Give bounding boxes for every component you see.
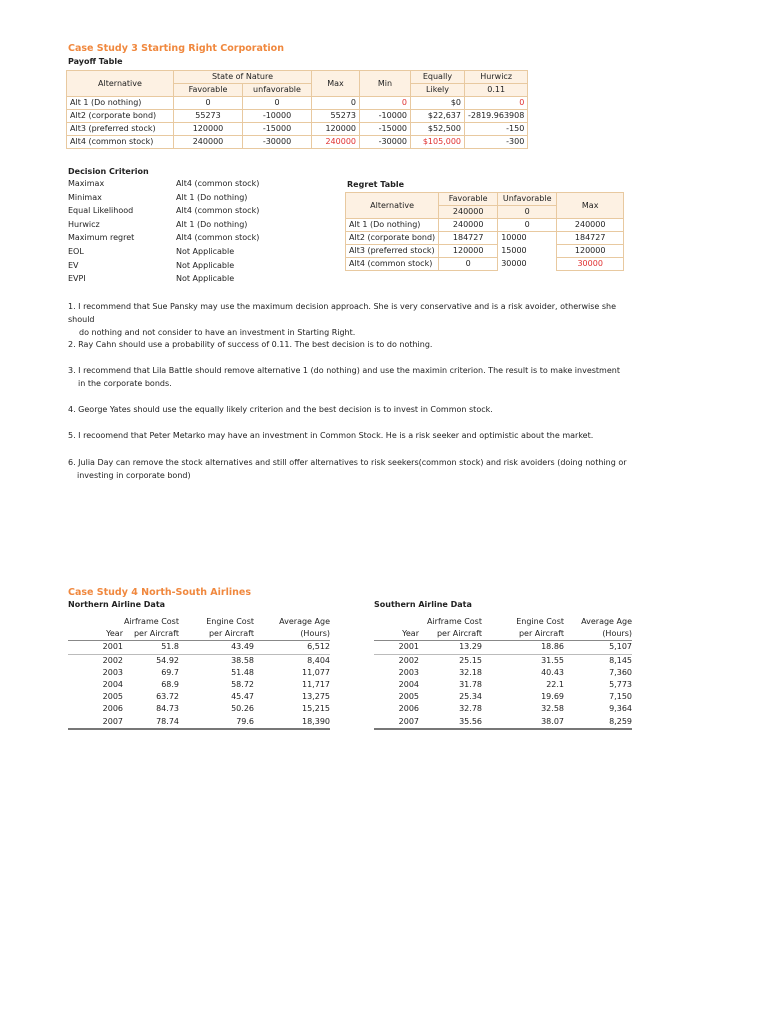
cell-age: 11,077 <box>302 667 330 677</box>
cell-hur: 0 <box>465 97 528 110</box>
cell-age: 8,259 <box>564 716 632 729</box>
criterion-value: Alt 1 (Do nothing) <box>176 219 248 229</box>
cell-engine: 19.69 <box>541 692 564 702</box>
cell-airframe: 78.74 <box>123 716 179 729</box>
criterion-value: Not Applicable <box>176 246 235 256</box>
southern-airline-table <box>374 616 632 730</box>
recommendation-1 <box>68 300 628 339</box>
cell-age: 6,512 <box>254 641 330 654</box>
cell-hur: -150 <box>465 123 528 136</box>
cell-eq: $105,000 <box>411 136 465 149</box>
cell-age: 8,145 <box>609 655 632 665</box>
table-row <box>374 716 632 729</box>
cell-min: -15000 <box>360 123 411 136</box>
cell-eq: $22,637 <box>411 110 465 123</box>
table-row <box>374 641 632 654</box>
criterion-name: Minimax <box>68 192 102 202</box>
payoff-header-favorable: Favorable <box>174 84 243 97</box>
cell-age: 11,717 <box>302 680 330 690</box>
cell-age: 8,404 <box>307 655 330 665</box>
cell-unfav: -10000 <box>243 110 312 123</box>
header-engine-sub: per Aircraft <box>482 628 564 641</box>
regret-header-alternative: Alternative <box>346 193 439 219</box>
header-year: Year <box>68 628 123 641</box>
cell-engine: 45.47 <box>231 692 254 702</box>
northern-airline-table <box>68 616 330 730</box>
list-item <box>68 218 259 232</box>
regret-header-unfav-val: 0 <box>498 206 557 219</box>
table-row <box>67 136 528 149</box>
cell-min: -10000 <box>360 110 411 123</box>
cell-max: 240000 <box>312 136 360 149</box>
cell-engine: 38.58 <box>231 655 254 665</box>
cell-airframe: 69.7 <box>161 667 179 677</box>
cell-max: 0 <box>312 97 360 110</box>
cell-age: 18,390 <box>254 716 330 729</box>
cell-age: 5,107 <box>564 641 632 654</box>
cell-alt: Alt3 (preferred stock) <box>67 123 174 136</box>
paragraph-line: do nothing and not consider to have an investment in Starting Right. <box>79 328 356 337</box>
cell-year: 2003 <box>102 667 123 677</box>
header-engine-sub: per Aircraft <box>179 628 254 641</box>
regret-table <box>345 192 624 271</box>
payoff-header-alpha: 0.11 <box>465 84 528 97</box>
cell-airframe: 68.9 <box>161 680 179 690</box>
cell-eq: $0 <box>411 97 465 110</box>
paragraph-line: investing in corporate bond) <box>77 471 191 480</box>
cell-engine: 58.72 <box>231 680 254 690</box>
cell-engine: 51.48 <box>231 667 254 677</box>
table-row <box>374 654 632 667</box>
payoff-header-likely: Likely <box>411 84 465 97</box>
cell-airframe: 51.8 <box>123 641 179 654</box>
paragraph-line: 2. Ray Cahn should use a probability of success of 0.11. The best decision is to do nothing. <box>68 340 433 349</box>
cell-hur: -300 <box>465 136 528 149</box>
table-row <box>68 641 330 654</box>
list-item <box>68 177 259 191</box>
table-row <box>374 703 632 715</box>
table-row <box>374 667 632 679</box>
table-row <box>68 716 330 729</box>
cell-alt: Alt4 (common stock) <box>346 258 439 271</box>
cell-fav: 120000 <box>439 245 498 258</box>
cell-age: 7,150 <box>609 692 632 702</box>
cell-unfav: 15000 <box>501 246 527 255</box>
cell-year: 2006 <box>102 704 123 714</box>
regret-table-title: Regret Table <box>347 180 405 189</box>
regret-header-favorable: Favorable <box>439 193 498 206</box>
cell-unfav: 0 <box>498 219 557 232</box>
table-row <box>67 123 528 136</box>
payoff-header-alternative: Alternative <box>67 71 174 97</box>
list-item <box>68 259 259 273</box>
list-item <box>68 272 259 286</box>
cell-unfav: 0 <box>243 97 312 110</box>
table-row <box>374 679 632 691</box>
cell-airframe: 84.73 <box>156 704 179 714</box>
cell-age: 15,215 <box>302 704 330 714</box>
payoff-header-hurwicz: Hurwicz <box>465 71 528 84</box>
cell-engine: 18.86 <box>482 641 564 654</box>
criterion-name: EV <box>68 260 79 270</box>
cell-age: 9,364 <box>609 704 632 714</box>
list-item <box>68 204 259 218</box>
paragraph-line: 1. I recommend that Sue Pansky may use the maximum decision approach. She is very conservative and is a risk avoider, otherwise she should <box>68 302 617 324</box>
recommendation-5 <box>68 429 628 442</box>
criterion-value: Not Applicable <box>176 260 235 270</box>
cell-fav: 184727 <box>439 232 498 245</box>
paragraph-line: in the corporate bonds. <box>78 379 172 388</box>
header-engine: Engine Cost <box>516 617 564 626</box>
header-age-sub: (Hours) <box>254 628 330 641</box>
cell-year: 2004 <box>398 680 419 690</box>
cs3-title: Case Study 3 Starting Right Corporation <box>68 43 284 54</box>
cell-year: 2005 <box>398 692 419 702</box>
payoff-header-unfavorable: unfavorable <box>243 84 312 97</box>
recommendation-6 <box>68 456 628 482</box>
header-age: Average Age <box>581 617 632 626</box>
cell-year: 2006 <box>398 704 419 714</box>
decision-criterion-list <box>68 177 259 286</box>
cell-age: 7,360 <box>609 667 632 677</box>
cell-alt: Alt 1 (Do nothing) <box>346 219 439 232</box>
regret-header-max: Max <box>557 193 624 219</box>
cell-hur: -2819.963908 <box>465 110 528 123</box>
northern-title: Northern Airline Data <box>68 600 166 609</box>
cell-fav: 240000 <box>174 136 243 149</box>
cell-airframe: 32.78 <box>459 704 482 714</box>
paragraph-line: 5. I recoomend that Peter Metarko may have an investment in Common Stock. He is a risk seeker and optimistic about the market. <box>68 431 594 440</box>
recommendation-3 <box>68 364 628 390</box>
cell-alt: Alt4 (common stock) <box>67 136 174 149</box>
cell-fav: 55273 <box>174 110 243 123</box>
cell-max: 120000 <box>312 123 360 136</box>
paragraph-line: 4. George Yates should use the equally likely criterion and the best decision is to invest in Common stock. <box>68 405 493 414</box>
cell-min: -30000 <box>360 136 411 149</box>
criterion-name: Hurwicz <box>68 219 100 229</box>
cs4-title: Case Study 4 North-South Airlines <box>68 587 251 598</box>
criterion-value: Not Applicable <box>176 274 235 284</box>
table-row <box>68 691 330 703</box>
criterion-name: Maximum regret <box>68 233 135 243</box>
payoff-table <box>66 70 528 149</box>
cell-unfav: -15000 <box>243 123 312 136</box>
cell-airframe: 25.15 <box>459 655 482 665</box>
table-row <box>346 245 624 258</box>
recommendation-2 <box>68 338 628 351</box>
cell-engine: 50.26 <box>231 704 254 714</box>
list-item <box>68 191 259 205</box>
header-airframe: Airframe Cost <box>426 617 482 626</box>
header-year: Year <box>374 628 419 641</box>
cell-max: 120000 <box>557 245 624 258</box>
payoff-table-title: Payoff Table <box>68 57 123 66</box>
criterion-name: EOL <box>68 246 84 256</box>
table-row <box>346 258 624 271</box>
regret-header-fav-val: 240000 <box>439 206 498 219</box>
decision-criterion-title: Decision Criterion <box>68 167 149 176</box>
cell-airframe: 32.18 <box>459 667 482 677</box>
criterion-name: Equal Likelihood <box>68 206 134 216</box>
header-age: Average Age <box>279 617 330 626</box>
cell-engine: 22.1 <box>546 680 564 690</box>
table-row <box>346 219 624 232</box>
cell-eq: $52,500 <box>411 123 465 136</box>
cell-year: 2001 <box>68 641 123 654</box>
cell-min: 0 <box>360 97 411 110</box>
cell-year: 2003 <box>398 667 419 677</box>
cell-year: 2001 <box>374 641 419 654</box>
criterion-name: EVPI <box>68 274 86 284</box>
cell-airframe: 63.72 <box>156 692 179 702</box>
cell-engine: 40.43 <box>541 667 564 677</box>
cell-year: 2002 <box>102 655 123 665</box>
recommendation-4 <box>68 403 628 416</box>
cell-engine: 79.6 <box>179 716 254 729</box>
cell-airframe: 25.34 <box>459 692 482 702</box>
cell-unfav: 30000 <box>501 259 527 268</box>
criterion-value: Alt4 (common stock) <box>176 179 260 188</box>
cell-alt: Alt 1 (Do nothing) <box>67 97 174 110</box>
cell-airframe: 54.92 <box>156 655 179 665</box>
payoff-header-equally: Equally <box>411 71 465 84</box>
payoff-header-max: Max <box>312 71 360 97</box>
cell-engine: 43.49 <box>179 641 254 654</box>
cell-year: 2007 <box>374 716 419 729</box>
cell-max: 240000 <box>557 219 624 232</box>
header-engine: Engine Cost <box>206 617 254 626</box>
list-item <box>68 231 259 245</box>
criterion-value: Alt4 (common stock) <box>176 233 260 243</box>
header-age-sub: (Hours) <box>564 628 632 641</box>
cell-fav: 120000 <box>174 123 243 136</box>
table-row <box>67 97 528 110</box>
cell-alt: Alt2 (corporate bond) <box>67 110 174 123</box>
cell-year: 2002 <box>398 655 419 665</box>
paragraph-line: 3. I recommend that Lila Battle should remove alternative 1 (do nothing) and use the maximin criterion. The result is to make investment <box>68 366 620 375</box>
cell-year: 2007 <box>68 716 123 729</box>
cell-airframe: 31.78 <box>459 680 482 690</box>
cell-max: 184727 <box>557 232 624 245</box>
cell-year: 2004 <box>102 680 123 690</box>
table-row <box>374 691 632 703</box>
cell-year: 2005 <box>102 692 123 702</box>
cell-max: 55273 <box>312 110 360 123</box>
cell-alt: Alt3 (preferred stock) <box>346 245 439 258</box>
table-row <box>68 679 330 691</box>
table-row <box>346 232 624 245</box>
southern-title: Southern Airline Data <box>374 600 472 609</box>
cell-engine: 32.58 <box>541 704 564 714</box>
table-row <box>68 654 330 667</box>
cell-unfav: -30000 <box>243 136 312 149</box>
header-airframe-sub: per Aircraft <box>419 628 482 641</box>
cell-airframe: 13.29 <box>419 641 482 654</box>
criterion-name: Maximax <box>68 179 105 188</box>
paragraph-line: 6. Julia Day can remove the stock alternatives and still offer alternatives to risk seekers(common stock) and risk avoiders (doing nothing or <box>68 458 627 467</box>
cell-alt: Alt2 (corporate bond) <box>346 232 439 245</box>
payoff-header-min: Min <box>360 71 411 97</box>
table-row <box>67 110 528 123</box>
criterion-value: Alt4 (common stock) <box>176 206 260 216</box>
regret-header-unfavorable: Unfavorable <box>498 193 557 206</box>
cell-fav: 0 <box>439 258 498 271</box>
cell-airframe: 35.56 <box>419 716 482 729</box>
cell-age: 5,773 <box>609 680 632 690</box>
cell-engine: 31.55 <box>541 655 564 665</box>
cell-unfav: 10000 <box>501 233 527 243</box>
header-airframe-sub: per Aircraft <box>123 628 179 641</box>
cell-engine: 38.07 <box>482 716 564 729</box>
cell-fav: 0 <box>174 97 243 110</box>
payoff-header-state: State of Nature <box>174 71 312 84</box>
list-item <box>68 245 259 259</box>
cell-age: 13,275 <box>302 692 330 702</box>
criterion-value: Alt 1 (Do nothing) <box>176 192 248 202</box>
table-row <box>68 667 330 679</box>
header-airframe: Airframe Cost <box>123 617 179 626</box>
cell-fav: 240000 <box>439 219 498 232</box>
table-row <box>68 703 330 715</box>
cell-max: 30000 <box>557 258 624 271</box>
